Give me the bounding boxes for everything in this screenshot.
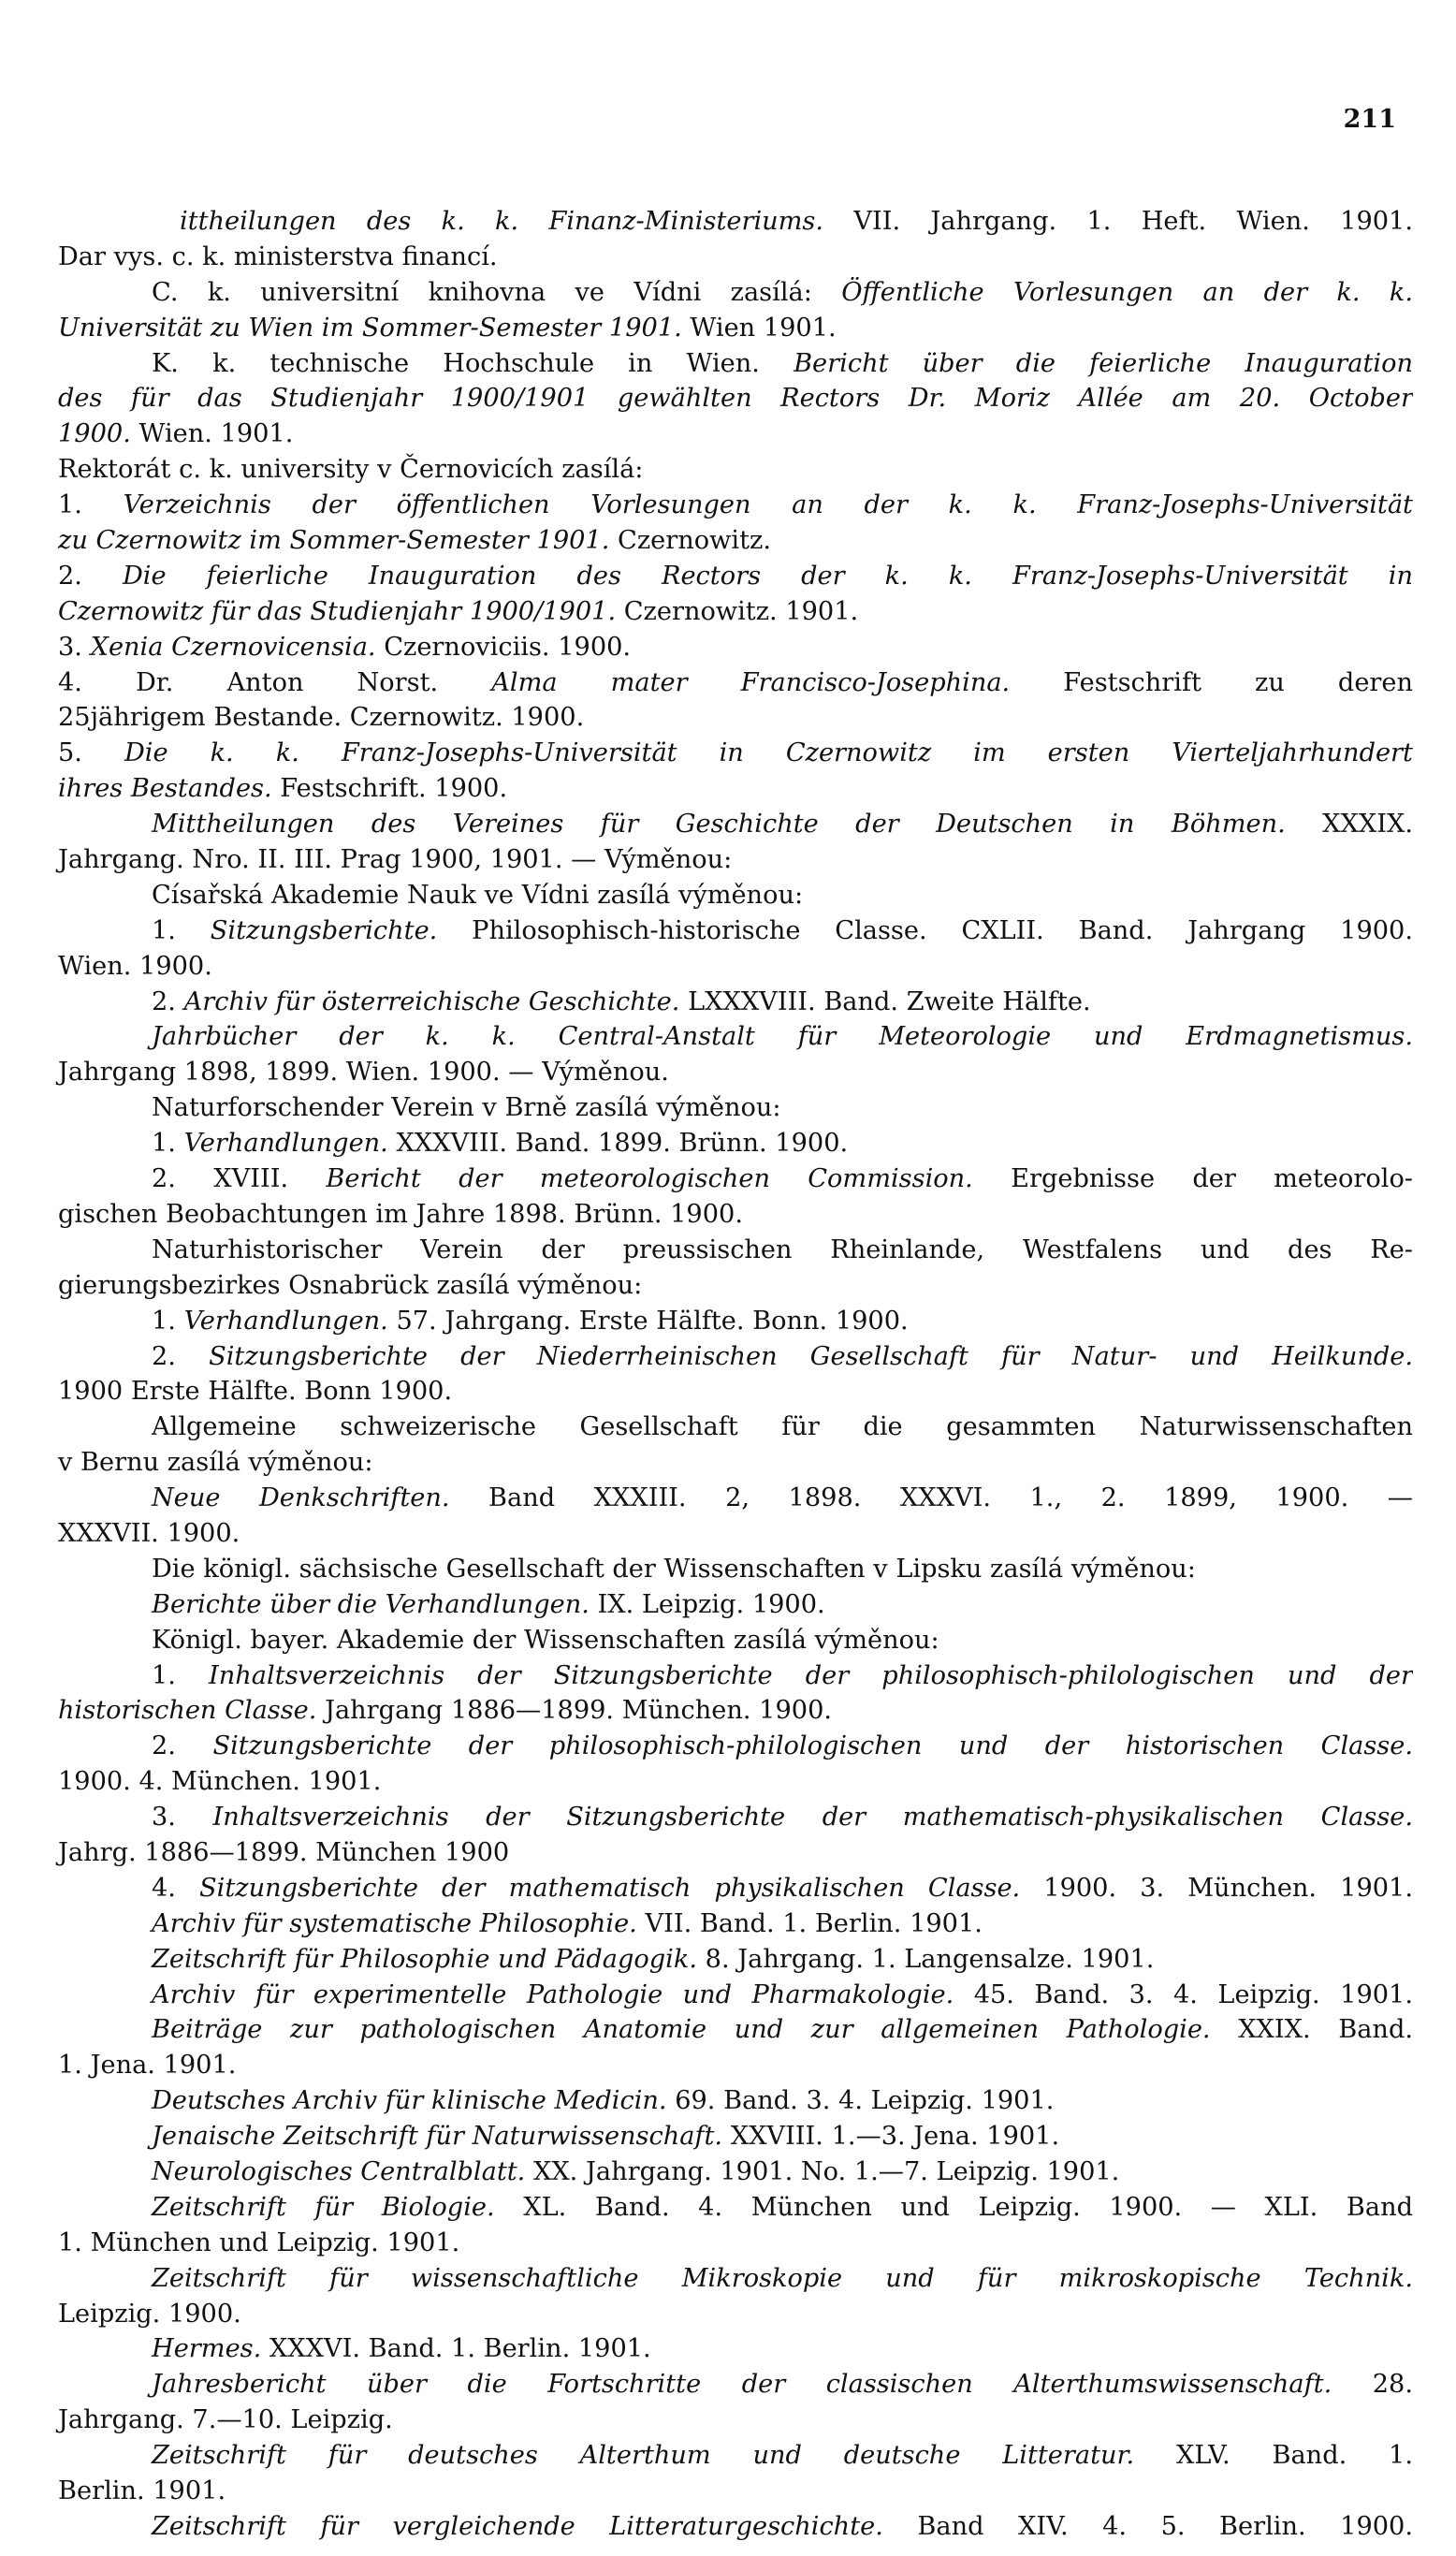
text-span: XX. Jahrgang. 1901. No. 1.—7. Leipzig. 1901.: [525, 2156, 1120, 2186]
italic-title-span: Jenaische Zeitschrift für Naturwissenschaft.: [152, 2122, 723, 2152]
text-line: [58, 2012, 1413, 2048]
text-span: Císařská Akademie Nauk ve Vídni zasílá výměnou:: [152, 880, 804, 910]
text-line: [58, 1126, 1413, 1161]
italic-title-span: Inhaltsverzeichnis der Sitzungsberichte der mathematisch-physikalischen Classe.: [212, 1803, 1413, 1833]
text-span: VII. Jahrgang. 1. Heft. Wien. 1901.: [823, 207, 1413, 236]
text-line: [58, 2048, 1413, 2083]
text-line: [58, 204, 1413, 240]
text-line: [58, 1906, 1413, 1942]
text-span: gierungsbezirkes Osnabrück zasílá výměnou:: [58, 1270, 643, 1300]
text-span: 69. Band. 3. 4. Leipzig. 1901.: [666, 2086, 1055, 2116]
text-line: [58, 1481, 1413, 1516]
text-line: [58, 594, 1413, 630]
text-line: [58, 2297, 1413, 2332]
text-span: 57. Jahrgang. Erste Hälfte. Bonn. 1900.: [387, 1306, 909, 1336]
text-span: XXXVII. 1900.: [58, 1518, 240, 1548]
text-span: Rektorát c. k. university v Černovicích zasílá:: [58, 455, 644, 485]
text-line: [58, 1374, 1413, 1409]
text-span: 1.: [58, 490, 124, 520]
text-line: [58, 1693, 1413, 1729]
text-line: [58, 311, 1413, 346]
text-line: [58, 1090, 1413, 1126]
text-span: Czernoviciis. 1900.: [375, 632, 632, 662]
text-line: [58, 1516, 1413, 1552]
text-line: [58, 949, 1413, 985]
italic-title-span: Neue Denkschriften.: [152, 1483, 450, 1513]
text-span: 1900. 3. München. 1901.: [1020, 1873, 1413, 1903]
text-span: Naturforschender Verein v Brně zasílá výměnou:: [152, 1093, 781, 1123]
text-line: [58, 1445, 1413, 1481]
text-span: 25jährigem Bestande. Czernowitz. 1900.: [58, 703, 585, 733]
text-span: 1. München und Leipzig. 1901.: [58, 2227, 460, 2257]
italic-title-span: Zeitschrift für Philosophie und Pädagogik.: [152, 1944, 697, 1974]
text-span: XL. Band. 4. München und Leipzig. 1900. — XLI. Band: [494, 2192, 1413, 2222]
text-span: 1.: [152, 1660, 210, 1690]
text-span: 2.: [152, 986, 184, 1016]
body-text: [58, 204, 1413, 2545]
italic-title-span: Sitzungsberichte.: [210, 915, 438, 945]
text-line: [58, 381, 1413, 416]
text-line: [58, 2438, 1413, 2474]
italic-title-span: Deutsches Archiv für klinische Medicin.: [152, 2086, 667, 2116]
text-span: Philosophisch-historische Classe. CXLII. Band. Jahrgang 1900.: [437, 915, 1413, 945]
italic-title-span: Sitzungsberichte der Niederrheinischen Gesellschaft für Natur- und Heilkunde.: [209, 1341, 1413, 1371]
italic-title-span: Xenia Czernovicensia.: [90, 632, 376, 662]
text-span: XXIX. Band.: [1210, 2015, 1413, 2045]
italic-title-span: Zeitschrift für Biologie.: [152, 2192, 495, 2222]
text-span: Ergebnisse der meteorolo-: [972, 1164, 1413, 1194]
text-span: Naturhistorischer Verein der preussischen Rheinlande, Westfalens und des Re-: [152, 1234, 1413, 1264]
text-line: [58, 736, 1413, 771]
text-line: [58, 1055, 1413, 1090]
text-span: 2.: [152, 1731, 213, 1761]
text-span: Czernowitz.: [609, 526, 771, 556]
text-span: Jahrgang 1898, 1899. Wien. 1900. — Výměnou.: [58, 1058, 669, 1088]
text-span: 1.: [152, 1306, 184, 1336]
text-span: XXXIX.: [1285, 810, 1413, 840]
italic-title-span: Jahrbücher der k. k. Central-Anstalt für Meteorologie und Erdmagnetismus.: [152, 1022, 1413, 1052]
italic-title-span: Bericht über die feierliche Inauguration: [794, 348, 1413, 378]
italic-title-span: Alma mater Francisco-Josephina.: [491, 667, 1011, 697]
text-span: 8. Jahrgang. 1. Langensalze. 1901.: [697, 1944, 1155, 1974]
italic-title-span: Archiv für systematische Philosophie.: [152, 1908, 637, 1938]
text-span: Wien 1901.: [681, 313, 837, 343]
text-span: XXVIII. 1.—3. Jena. 1901.: [722, 2122, 1060, 2152]
text-span: Band XXXIII. 2, 1898. XXXVI. 1., 2. 1899, 1900. —: [449, 1483, 1413, 1513]
text-span: Jahrgang 1886—1899. München. 1900.: [316, 1696, 833, 1726]
italic-title-span: des für das Studienjahr 1900/1901 gewählten Rectors Dr. Moriz Allée am 20. October: [58, 384, 1413, 414]
italic-title-span: Öffentliche Vorlesungen an der k. k.: [841, 277, 1413, 307]
text-line: [58, 985, 1413, 1020]
italic-title-span: Mittheilungen des Vereines für Geschichte der Deutschen in Böhmen.: [152, 810, 1286, 840]
text-line: [58, 275, 1413, 311]
text-line: [58, 665, 1413, 701]
text-line: [58, 771, 1413, 807]
text-line: [58, 1197, 1413, 1233]
italic-title-span: Archiv für österreichische Geschichte.: [183, 986, 680, 1016]
text-line: [58, 1161, 1413, 1197]
text-span: Jahrgang. 7.—10. Leipzig.: [58, 2405, 393, 2435]
text-span: 3.: [58, 632, 91, 662]
text-line: [58, 700, 1413, 736]
text-line: [58, 2154, 1413, 2190]
text-span: Jahrgang. Nro. II. III. Prag 1900, 1901. — Výměnou:: [58, 845, 733, 875]
text-span: 4. Dr. Anton Norst.: [58, 667, 492, 697]
text-span: 1.: [152, 915, 211, 945]
text-span: Allgemeine schweizerische Gesellschaft für die gesammten Naturwissenschaften: [152, 1412, 1413, 1442]
text-span: Leipzig. 1900.: [58, 2299, 241, 2329]
italic-title-span: zu Czernowitz im Sommer-Semester 1901.: [58, 526, 610, 556]
text-line: [58, 240, 1413, 275]
text-line: [58, 1339, 1413, 1375]
text-span: Königl. bayer. Akademie der Wissenschaften zasílá výměnou:: [152, 1625, 939, 1655]
text-line: [58, 807, 1413, 842]
text-line: [58, 416, 1413, 452]
text-line: [58, 1233, 1413, 1268]
italic-title-span: 1900.: [58, 419, 131, 449]
text-line: [58, 1409, 1413, 1445]
italic-title-span: Zeitschrift für vergleichende Litteraturgeschichte.: [152, 2511, 883, 2541]
text-span: Festschrift zu deren: [1010, 667, 1413, 697]
text-line: [58, 1552, 1413, 1587]
italic-title-span: Sitzungsberichte der mathematisch physikalischen Classe.: [199, 1873, 1021, 1903]
text-span: 45. Band. 3. 4. Leipzig. 1901.: [954, 1979, 1413, 2009]
text-line: [58, 2190, 1413, 2226]
text-span: Wien. 1901.: [130, 419, 294, 449]
text-span: Jahrg. 1886—1899. München 1900: [58, 1837, 510, 1867]
italic-title-span: Die feierliche Inauguration des Rectors der k. k. Franz-Josephs-Universität in: [123, 561, 1413, 591]
text-line: [58, 2226, 1413, 2261]
text-line: [58, 2261, 1413, 2297]
text-span: 1900 Erste Hälfte. Bonn 1900.: [58, 1377, 453, 1407]
text-line: [58, 2509, 1413, 2545]
text-span: 2.: [152, 1341, 210, 1371]
text-span: 1.: [152, 1129, 184, 1159]
text-span: 1. Jena. 1901.: [58, 2051, 237, 2081]
italic-title-span: Sitzungsberichte der philosophisch-philologischen und der historischen Classe.: [212, 1731, 1413, 1761]
text-line: [58, 1658, 1413, 1694]
text-line: [58, 523, 1413, 559]
text-line: [58, 1871, 1413, 1906]
text-line: [58, 559, 1413, 594]
text-span: Wien. 1900.: [58, 951, 212, 981]
italic-title-span: ittheilungen des k. k. Finanz-Ministeriums.: [180, 207, 824, 236]
text-line: [58, 452, 1413, 488]
italic-title-span: Jahresbericht über die Fortschritte der classischen Alterthumswissenschaft.: [152, 2370, 1332, 2400]
text-span: 4.: [152, 1873, 200, 1903]
text-span: v Bernu zasílá výměnou:: [58, 1448, 373, 1478]
italic-title-span: Bericht der meteorologischen Commission.: [326, 1164, 973, 1194]
text-span: 1900. 4. München. 1901.: [58, 1767, 382, 1797]
text-line: [58, 1764, 1413, 1800]
text-span: Die königl. sächsische Gesellschaft der Wissenschaften v Lipsku zasílá výměnou:: [152, 1554, 1196, 1584]
italic-title-span: Inhaltsverzeichnis der Sitzungsberichte der philosophisch-philologischen und der: [209, 1660, 1413, 1690]
text-span: Dar vys. c. k. ministerstva financí.: [58, 241, 498, 271]
text-line: [58, 2331, 1413, 2367]
text-span: XXXVIII. Band. 1899. Brünn. 1900.: [387, 1129, 849, 1159]
text-line: [58, 1587, 1413, 1623]
italic-title-span: Hermes.: [152, 2334, 262, 2364]
text-line: [58, 2403, 1413, 2438]
italic-title-span: Zeitschrift für wissenschaftliche Mikroskopie und für mikroskopische Technik.: [152, 2263, 1413, 2293]
text-line: [58, 2119, 1413, 2154]
text-line: [58, 1729, 1413, 1764]
text-span: XLV. Band. 1.: [1134, 2441, 1413, 2471]
text-span: 3.: [152, 1803, 213, 1833]
text-line: [58, 1304, 1413, 1339]
italic-title-span: Czernowitz für das Studienjahr 1900/1901.: [58, 596, 617, 626]
text-span: 2.: [58, 561, 123, 591]
text-span: Band XIV. 4. 5. Berlin. 1900.: [882, 2511, 1413, 2541]
text-line: [58, 488, 1413, 523]
text-span: IX. Leipzig. 1900.: [589, 1589, 825, 1619]
text-span: Festschrift. 1900.: [271, 774, 508, 804]
text-line: [58, 878, 1413, 913]
italic-title-span: Verzeichnis der öffentlichen Vorlesungen an der k. k. Franz-Josephs-Universität: [123, 490, 1413, 520]
italic-title-span: Neurologisches Centralblatt.: [152, 2156, 526, 2186]
text-line: [58, 842, 1413, 878]
italic-title-span: historischen Classe.: [58, 1696, 317, 1726]
text-line: [58, 2474, 1413, 2509]
text-line: [58, 1978, 1413, 2013]
italic-title-span: Verhandlungen.: [183, 1306, 388, 1336]
text-span: gischen Beobachtungen im Jahre 1898. Brünn. 1900.: [58, 1199, 743, 1229]
text-line: [58, 1800, 1413, 1835]
italic-title-span: Universität zu Wien im Sommer-Semester 1901.: [58, 313, 682, 343]
text-span: VII. Band. 1. Berlin. 1901.: [636, 1908, 983, 1938]
text-span: K. k. technische Hochschule in Wien.: [152, 348, 794, 378]
text-span: 2. XVIII.: [152, 1164, 327, 1194]
text-line: [58, 1019, 1413, 1055]
italic-title-span: Zeitschrift für deutsches Alterthum und deutsche Litteratur.: [152, 2441, 1135, 2471]
italic-title-span: Beiträge zur pathologischen Anatomie und zur allgemeinen Pathologie.: [152, 2015, 1211, 2045]
italic-title-span: Berichte über die Verhandlungen.: [152, 1589, 590, 1619]
italic-title-span: Die k. k. Franz-Josephs-Universität in Czernowitz im ersten Vierteljahrhundert: [124, 738, 1413, 768]
text-line: [58, 630, 1413, 665]
italic-title-span: ihres Bestandes.: [58, 774, 272, 804]
text-line: [58, 346, 1413, 382]
text-line: [58, 1268, 1413, 1304]
text-line: [58, 1623, 1413, 1658]
text-span: C. k. universitní knihovna ve Vídni zasílá:: [152, 277, 842, 307]
text-span: Czernowitz. 1901.: [616, 596, 859, 626]
text-span: 5.: [58, 738, 124, 768]
text-span: LXXXVIII. Band. Zweite Hälfte.: [679, 986, 1091, 1016]
italic-title-span: Archiv für experimentelle Pathologie und Pharmakologie.: [152, 1979, 954, 2009]
text-line: [58, 913, 1413, 949]
text-line: [58, 1835, 1413, 1871]
italic-title-span: Verhandlungen.: [183, 1129, 388, 1159]
text-span: Berlin. 1901.: [58, 2476, 226, 2505]
text-span: 28.: [1332, 2370, 1413, 2400]
text-span: XXXVI. Band. 1. Berlin. 1901.: [261, 2334, 651, 2364]
text-line: [58, 1942, 1413, 1978]
page-number: 211: [1343, 105, 1396, 134]
text-line: [58, 2083, 1413, 2119]
text-line: [58, 2367, 1413, 2403]
